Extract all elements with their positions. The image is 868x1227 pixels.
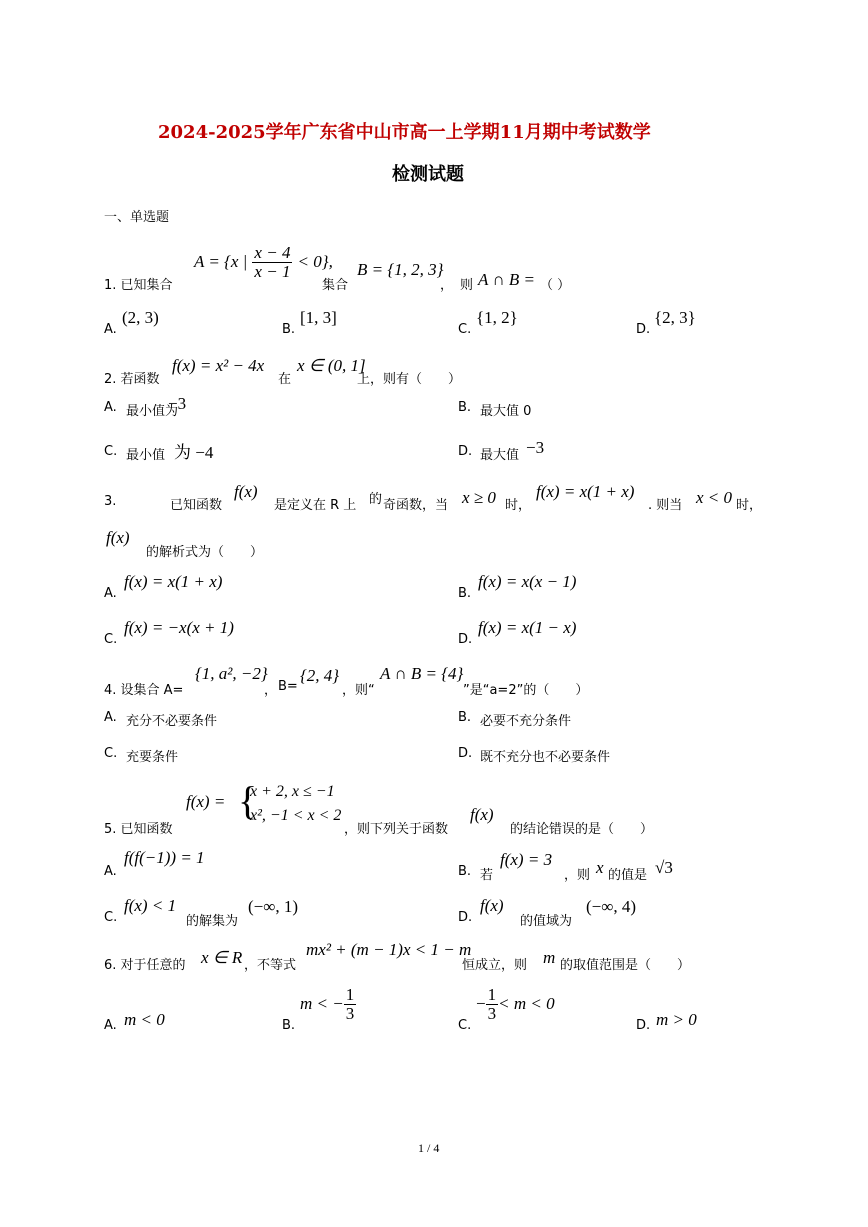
q1-comma: ， (440, 278, 454, 293)
q6-inequality: mx² + (m − 1)x < 1 − m (306, 940, 472, 959)
q4-set-b: {2, 4} (300, 666, 340, 685)
q2-option-d-text: 最大值 (480, 448, 520, 463)
q3-option-c-label: C. (104, 632, 118, 647)
q4-option-a-text: 充分不必要条件 (126, 714, 218, 729)
q3-text-5: . 则当 (648, 498, 683, 513)
q1-stem-number: 1. 已知集合 (104, 278, 173, 293)
q1-option-c-label: C. (458, 322, 472, 337)
q1-set-a: A = {x | $\frac{x - 4}{x - 1}$ < 0}, (194, 243, 333, 281)
q5-fx: f(x) = (186, 792, 226, 811)
q2-option-c-label: C. (104, 444, 118, 459)
q6-option-d-label: D. (636, 1018, 651, 1033)
q5-text-1: ，则下列关于函数 (344, 822, 449, 837)
q3-line2-f: f(x) (106, 528, 130, 547)
q5-f: f(x) (470, 805, 494, 824)
q6-option-b-fraction: $\frac{1}{3}$ (345, 985, 355, 1023)
q1-expr: A ∩ B = (478, 270, 535, 289)
q3-text-4: 时， (505, 498, 532, 513)
q3-option-b-label: B. (458, 586, 472, 601)
q1-paren: （ ） (540, 278, 571, 293)
q4-option-c-text: 充要条件 (126, 750, 179, 765)
q4-stem-number: 4. 设集合 A= (104, 683, 184, 698)
q5-option-b-text: 的值是 (608, 868, 648, 883)
q6-option-a-label: A. (104, 1018, 117, 1033)
q3-option-d-value: f(x) = x(1 − x) (478, 618, 577, 637)
q1-set-b: B = {1, 2, 3} (357, 260, 444, 279)
q1-option-c-value: {1, 2} (476, 308, 518, 327)
document-title-line1: 2024-2025学年广东省中山市高一上学期11月期中考试数学 (158, 122, 651, 143)
q3-text-6: 时， (736, 498, 763, 513)
q2-option-a-text: 最小值为 (126, 404, 179, 419)
q3-cond-1: x ≥ 0 (462, 488, 496, 507)
q5-piece-1: x + 2, x ≤ −1 (250, 783, 335, 800)
q3-option-b-value: f(x) = x(x − 1) (478, 572, 577, 591)
q1-option-a-label: A. (104, 322, 117, 337)
q2-option-b-label: B. (458, 400, 472, 415)
q3-option-a-value: f(x) = x(1 + x) (124, 572, 223, 591)
q1-fraction: $\frac{x - 4}{x - 1}$ (254, 243, 291, 281)
q5-option-b-label: B. (458, 864, 472, 879)
q2-option-a-math: −3 (168, 394, 187, 413)
q5-option-d-label: D. (458, 910, 473, 925)
q5-option-c-math: f(x) < 1 (124, 896, 177, 915)
q3-text-1: 已知函数 (170, 498, 223, 513)
q4-option-b-text: 必要不充分条件 (480, 714, 572, 729)
q6-option-b-label: B. (282, 1018, 296, 1033)
q5-option-b-x: x (596, 858, 604, 877)
q5-option-d-text: 的值域为 (520, 914, 573, 929)
q5-brace: { (238, 778, 258, 823)
q1-option-a-value: (2, 3) (122, 308, 159, 327)
q6-stem-number: 6. 对于任意的 (104, 958, 186, 973)
q4-condition: A ∩ B = {4} (380, 664, 464, 683)
q3-option-d-label: D. (458, 632, 473, 647)
q3-f: f(x) (234, 482, 258, 501)
q5-option-a-math: f(f(−1)) = 1 (124, 848, 205, 867)
q4-option-b-label: B. (458, 710, 472, 725)
page-number: 1 / 4 (418, 1141, 440, 1155)
q4-b: B= (278, 679, 298, 694)
q3-line2-text: 的解析式为（ ） (146, 545, 264, 560)
q3-option-a-label: A. (104, 586, 117, 601)
q6-text-2: 恒成立，则 (462, 958, 528, 973)
q5-option-d-math: f(x) (480, 896, 504, 915)
q3-option-c-value: f(x) = −x(x + 1) (124, 618, 234, 637)
q6-m: m (543, 948, 556, 967)
q6-option-c-label: C. (458, 1018, 472, 1033)
q5-option-d-value: (−∞, 4) (586, 897, 637, 916)
q6-option-b-value: m < − $\frac{1}{3}$ (300, 985, 355, 1023)
q1-option-d-label: D. (636, 322, 651, 337)
q5-option-c-label: C. (104, 910, 118, 925)
q2-option-a-label: A. (104, 400, 117, 415)
q6-option-c-value: − $\frac{1}{3}$ < m < 0 (476, 985, 555, 1023)
q3-cond-2: x < 0 (696, 488, 733, 507)
q1-option-d-value: {2, 3} (654, 308, 696, 327)
q2-option-c-text: 最小值 (126, 448, 166, 463)
q2-option-d-label: D. (458, 444, 473, 459)
q4-set-a: {1, a², −2} (195, 664, 268, 683)
q5-piece-2: x², −1 < x < 2 (250, 807, 342, 824)
q1-mid-text: 集合 (322, 278, 349, 293)
q4-option-c-label: C. (104, 746, 118, 761)
q5-option-c-value: (−∞, 1) (248, 897, 299, 916)
q6-text-3: 的取值范围是（ ） (560, 958, 691, 973)
q5-text-2: 的结论错误的是（ ） (510, 822, 654, 837)
q4-text-1: ，则“ (342, 683, 375, 698)
q4-option-d-text: 既不充分也不必要条件 (480, 750, 611, 765)
q4-option-a-label: A. (104, 710, 117, 725)
q2-option-b-text: 最大值 0 (480, 404, 532, 419)
q6-option-d-value: m > 0 (656, 1010, 697, 1029)
q2-function: f(x) = x² − 4x (172, 356, 265, 375)
q3-stem-number: 3. (104, 494, 117, 509)
q2-option-d-math: −3 (526, 438, 545, 457)
q6-condition: x ∈ R (201, 948, 243, 967)
section-heading: 一、单选题 (104, 210, 170, 225)
document-title-line2: 检测试题 (392, 164, 464, 185)
q2-domain: x ∈ (0, 1] (297, 356, 366, 375)
q4-comma: ， (264, 683, 278, 698)
q5-option-c-text: 的解集为 (186, 914, 239, 929)
q1-option-b-value: [1, 3] (300, 308, 337, 327)
q2-mid: 在 (278, 372, 292, 387)
q2-stem-number: 2. 若函数 (104, 372, 160, 387)
q6-option-a-value: m < 0 (124, 1010, 165, 1029)
q5-option-a-label: A. (104, 864, 117, 879)
q5-option-b-math: f(x) = 3 (500, 850, 553, 869)
q2-tail: 上，则有（ ） (357, 372, 462, 387)
q5-option-b-pre: 若 (480, 868, 494, 883)
q3-text-2: 是定义在 R 上 (274, 498, 357, 513)
q6-option-c-fraction: $\frac{1}{3}$ (487, 985, 497, 1023)
q3-text-3: 奇函数，当 (383, 498, 449, 513)
q6-text-1: ，不等式 (244, 958, 297, 973)
q4-text-2: ”是“a=2”的（ ） (463, 683, 589, 698)
q5-option-b-mid: ，则 (564, 868, 591, 883)
q5-stem-number: 5. 已知函数 (104, 822, 173, 837)
q2-option-c-math: 为 −4 (174, 443, 214, 462)
q3-definition: f(x) = x(1 + x) (536, 482, 635, 501)
q3-text-2b: 的 (369, 492, 383, 507)
q1-option-b-label: B. (282, 322, 296, 337)
q1-tail: 则 (460, 278, 474, 293)
q4-option-d-label: D. (458, 746, 473, 761)
q5-option-b-value: √3 (655, 858, 673, 877)
